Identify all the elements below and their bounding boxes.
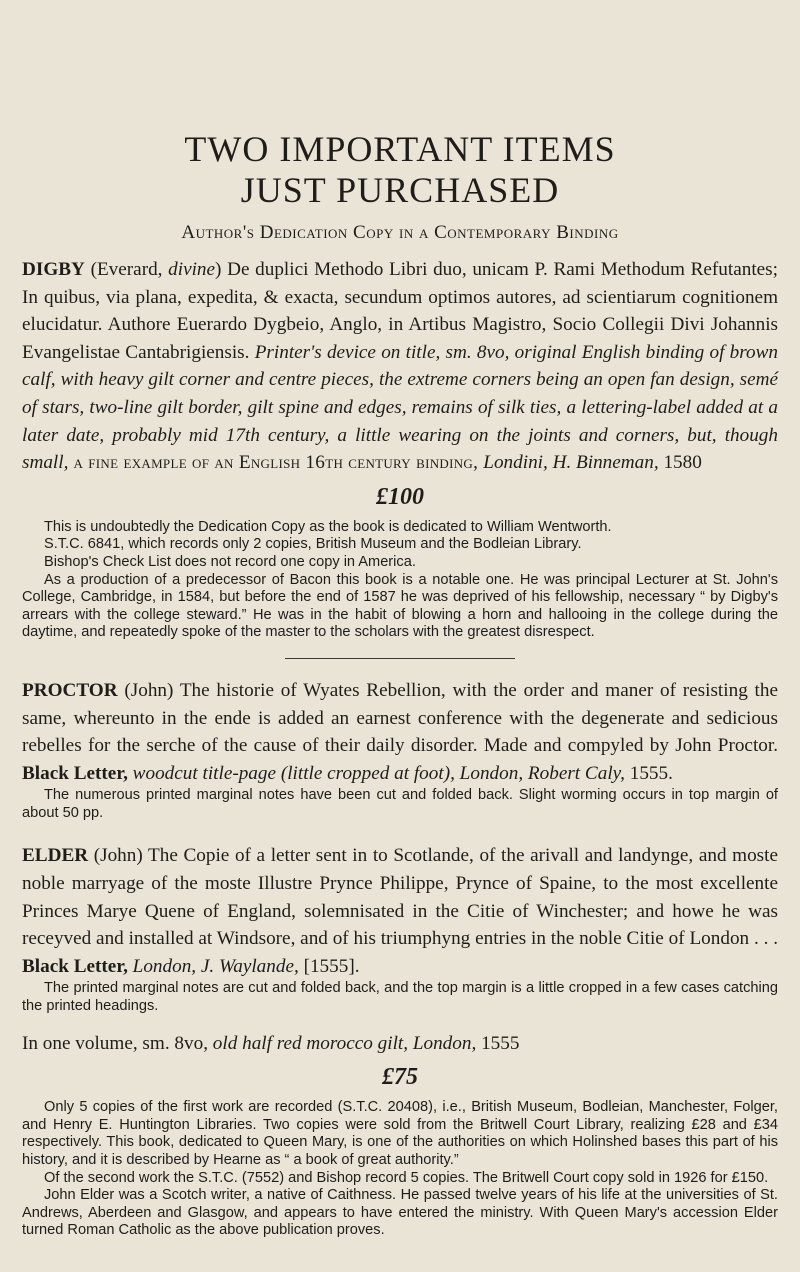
digby-note: As a production of a predecessor of Bacon this book is a notable one. He was principal Lecturer at St. John's College, Cambridge, in 1584, but before the end of 1587 he was deprived of his fellowship, necessary “ by Digby's arrears with the college steward.” He was in the habit of blowing a horn and hallooing in the college during the daytime, and repeatedly spoke of the master to the scholars with the greatest disrespect. [22, 571, 778, 641]
digby-year: 1580 [658, 452, 702, 474]
proctor-author: PROCTOR [22, 679, 118, 701]
volume-year: 1555 [476, 1032, 520, 1054]
proctor-notes [22, 787, 778, 822]
volume-note: John Elder was a Scotch writer, a native of Caithness. He passed twelve years of his life at the universities of St. Andrews, Aberdeen and Glasgow, and appears to have entered the ministry. With Queen Mary's accession Elder turned Roman Catholic as the above publication proves. [22, 1187, 778, 1239]
digby-description: Printer's device on title, sm. 8vo, original English binding of brown calf, with heavy gilt corner and centre pieces, the extreme corners being an open fan design, semé of stars, two-line gilt border, gilt spine and edges, remains of silk ties, a lettering-label added at a later date, probably mid 17th century, a little wearing on the joints and corners, but, though small, [22, 341, 778, 474]
headline-line-1: TWO IMPORTANT ITEMS [184, 129, 616, 169]
volume-binding: old half red morocco gilt, London, [212, 1032, 477, 1054]
volume-note: Only 5 copies of the first work are recorded (S.T.C. 20408), i.e., British Museum, Bodleian, Manchester, Folger, and Henry E. Huntington Libraries. Two copies were sold from the Britwell Court Library, realizing £28 and £34 respectively. This book, dedicated to Queen Mary, is one of the authorities on which Holinshed bases this part of his history, and it is described by Hearne as “ a book of great authority.” [22, 1099, 778, 1168]
elder-imprint: London, J. Waylande, [127, 955, 299, 977]
elder-note: The printed marginal notes are cut and folded back, and the top margin is a little cropped in a few cases catching the printed headings. [22, 980, 778, 1015]
volume-note: Of the second work the S.T.C. (7552) and Bishop record 5 copies. The Britwell Court copy sold in 1926 for £150. [44, 1169, 769, 1186]
proctor-description: woodcut title-page (little cropped at foot), London, Robert Caly, [127, 762, 625, 784]
proctor-entry [22, 677, 778, 787]
elder-author: ELDER [22, 845, 89, 867]
digby-note: S.T.C. 6841, which records only 2 copies, British Museum and the Bodleian Library. [44, 536, 582, 553]
proctor-year: 1555. [624, 762, 673, 784]
digby-title: ) De duplici Methodo Libri duo, unicam P. Rami Methodum Refutantes; In quibus, via plana, expedita, & exacta, secundum optimos autores, ad scientiarum cognitionem elucidatur. Authore Euerardo Dygbeio, Anglo, in Artibus Magistro, Socio Collegii Divi Johannis Evangelistae Cantabrigiensis. [22, 259, 778, 363]
headline-subtitle: Author's Dedication Copy in a Contemporary Binding [181, 222, 619, 243]
proctor-title: (John) The historie of Wyates Rebellion, with the order and maner of resisting the same, whereunto in the ende is added an earnest conference with the degenerate and sedicious rebelles for the serche of the cause of their daily disorder. Made and compyled by John Proctor. [22, 679, 778, 757]
elder-notes [22, 980, 778, 1015]
elder-title: (John) The Copie of a letter sent in to Scotlande, of the arivall and landynge, and moste noble marryage of the moste Illustre Prynce Philippe, Prynce of Spaine, to the most excellente Princes Marye Quene of England, solemnisated in the Citie of Winchester; and howe he was receyved and installed at Windsore, and of his triumphyng entries in the noble Citie of London . . . [22, 845, 778, 950]
digby-imprint: Londini, H. Binneman, [483, 452, 659, 474]
proctor-format: Black Letter, [22, 762, 128, 784]
digby-note: This is undoubtedly the Dedication Copy as the book is dedicated to William Wentworth. [44, 518, 612, 535]
volume-entry: In one volume, sm. 8vo, old half red morocco gilt, London, 1555 [22, 1032, 520, 1054]
headline-line-2: JUST PURCHASED [240, 170, 560, 210]
digby-notes [22, 519, 778, 642]
volume-price: £75 [382, 1064, 418, 1091]
elder-format: Black Letter, [22, 955, 128, 977]
volume-notes [22, 1099, 778, 1240]
elder-year: [1555]. [298, 955, 360, 977]
digby-entry: DIGBY (Everard, divine) De duplici Methodo Libri duo, unicam P. Rami Methodum Refutantes; In quibus, via plana, expedita, & exacta, secundum optimos autores, ad scientiarum cognitionem elucidatur. Authore Euerardo Dygbeio, Anglo, in Artibus Magistro, Socio Collegii Divi Johannis Evangelistae Cantabrigiensis. Printer's device on title, sm. 8vo, original English binding of brown calf, with heavy gilt corner and centre pieces, the extreme corners being an open fan design, semé of stars, two-line gilt border, gilt spine and edges, remains of silk ties, a lettering-label added at a later date, probably mid 17th century, a little wearing on the joints and corners, but, though small, a fine example of an English 16th century binding, Londini, H. Binneman, 1580 [22, 259, 778, 474]
page-header [22, 128, 778, 246]
section-divider [285, 658, 515, 659]
digby-highlight: a fine example of an English 16th century binding, [68, 452, 484, 474]
elder-entry [22, 842, 778, 980]
digby-author: DIGBY [22, 259, 85, 280]
digby-price: £100 [376, 483, 424, 510]
proctor-note: The numerous printed marginal notes have been cut and folded back. Slight worming occurs in top margin of about 50 pp. [22, 787, 778, 821]
digby-note: Bishop's Check List does not record one copy in America. [44, 553, 416, 570]
